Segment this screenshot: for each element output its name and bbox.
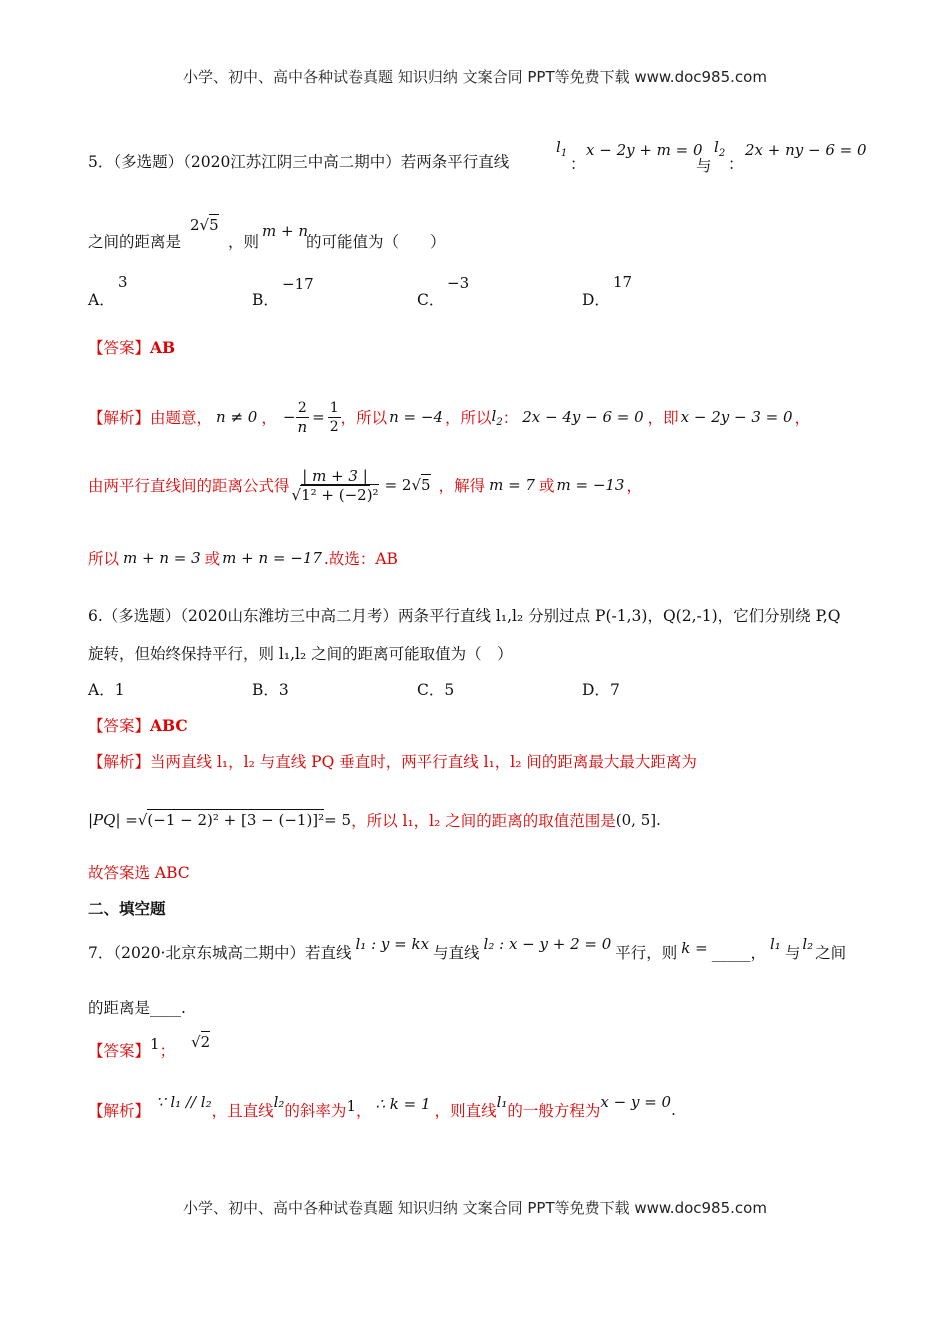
q7-answer1: 1 (150, 1035, 160, 1053)
q7-between: 之间 (815, 944, 847, 962)
q7-a-t3: ， (355, 1102, 372, 1120)
q5-a1-text1: 由题意， (150, 409, 213, 427)
q6-analysis-line2 (88, 800, 661, 840)
q7-a-equation: x − y = 0 (600, 1093, 672, 1111)
q7-stem-line2: 的距离是____. (88, 999, 186, 1017)
q5-l2 (714, 138, 725, 159)
q7-a-l1: l₁ (496, 1093, 508, 1111)
page-header: 小学、初中、高中各种试卷真题 知识归纳 文案合同 PPT等免费下载 www.doc985.com (183, 68, 767, 86)
q6-option-c-label: C． (417, 681, 445, 699)
q5-a1-eq-simplified: x − 2y − 3 = 0 (680, 408, 793, 426)
q5-a1-text4: ，即 (647, 409, 679, 427)
q5-a1-l2-name: l (491, 406, 497, 425)
q5-a3-text2: .故选：AB (323, 550, 398, 568)
q6-analysis-line1 (88, 750, 697, 772)
q5-a1-f1-den: n (297, 417, 308, 436)
q5-option-d-value: 17 (613, 273, 633, 291)
q5-a2-distance-fraction (290, 467, 381, 504)
q6-a1-text: 当两直线 l₁，l₂ 与直线 PQ 垂直时，两平行直线 l₁，l₂ 间的距离最大最大距离为 (150, 753, 697, 771)
q5-stem (88, 150, 509, 172)
q7-answer (88, 1030, 210, 1070)
q5-a2-den: √1² + (−2)² (291, 485, 379, 504)
q5-a1-l2 (492, 407, 503, 428)
q5-l2-name: l (714, 138, 719, 156)
page-footer: 小学、初中、高中各种试卷真题 知识归纳 文案合同 PPT等免费下载 www.doc985.com (183, 1199, 767, 1217)
q5-a2-text1: 由两平行直线间的距离公式得 (88, 477, 290, 495)
q6-answer-value: ABC (150, 716, 188, 735)
q5-a2-or: 或 (538, 477, 555, 495)
q5-l1-equation: x − 2y + m = 0 (586, 141, 703, 159)
q5-option-a-label: A． (88, 291, 115, 309)
q5-analysis-line2 (88, 455, 642, 515)
q6-answer (88, 714, 188, 736)
q6-option-a (88, 678, 125, 700)
q6-a2-end: . (656, 811, 661, 829)
q5-option-a-value: 3 (118, 273, 128, 291)
q5-answer-value: AB (150, 338, 176, 357)
q5-colon2: ： (728, 155, 744, 173)
q5-a1-f2-den: 2 (329, 418, 339, 435)
q5-distance: 2√5 (190, 216, 219, 234)
q7-l2b: l₂ (802, 935, 814, 953)
q7-and: 与 (784, 944, 801, 962)
q5-a2-rhs: = 2√5 (384, 476, 431, 494)
q7-a-t5: 的一般方程为 (507, 1102, 601, 1120)
q6-a2-range: (0, 5] (615, 811, 657, 829)
q5-option-c-label: C． (417, 291, 445, 309)
q5-analysis-line3 (88, 540, 398, 576)
q5-a2-m2: m = −13 (556, 476, 625, 494)
q5-a1-n-value: n = −4 (389, 408, 444, 426)
q5-l2-equation: 2x + ny − 6 = 0 (745, 141, 867, 159)
q6-a2-rhs: = 5 (324, 811, 352, 829)
q5-l1 (556, 138, 567, 159)
q7-stem-line1 (88, 930, 846, 974)
q5-answer (88, 336, 175, 358)
q5-m-plus-n: m + n (262, 222, 308, 240)
q7-l1: l₁ : y = kx (355, 935, 430, 953)
q5-a1-f2-num: 1 (329, 399, 339, 416)
q5-a1-minus: − (282, 408, 296, 426)
q6-option-d-value: 7 (609, 681, 620, 699)
q5-distance-radicand: 5 (209, 216, 219, 234)
q6-analysis-line3: 故答案选 ABC (88, 864, 190, 882)
q7-a-parallel: ∵ l₁ // l₂ (156, 1093, 212, 1111)
q7-a-end: . (671, 1101, 676, 1119)
q7-parallel: 平行，则 (615, 944, 678, 962)
q7-blank1: _____， (711, 944, 766, 962)
section-title-fill-in: 二、填空题 (88, 899, 166, 918)
q5-a1-l2-sub: 2 (496, 416, 503, 428)
q5-a1-fraction2 (328, 399, 341, 436)
q5-option-c-value: −3 (447, 274, 470, 292)
q5-a1-eq-l2: 2x − 4y − 6 = 0 (522, 408, 644, 426)
q6-option-c (417, 678, 454, 700)
q7-a-t1: ，且直线 (211, 1102, 274, 1120)
q5-option-b-label: B． (252, 291, 279, 309)
q5-a3-m1: m + n = 3 (123, 549, 201, 567)
q6-a2-text: ，所以 l₁，l₂ 之间的距离的取值范围是 (351, 812, 616, 830)
q7-a-t2: 的斜率为 (284, 1102, 347, 1120)
q5-a1-text3: ，所以 (445, 409, 492, 427)
q5-option-d-label: D． (582, 291, 610, 309)
q5-and: 与 (696, 157, 712, 175)
q6-option-c-value: 5 (444, 681, 455, 699)
q6-analysis-tag: 【解析】 (88, 753, 151, 771)
q6-a2-sqrt: √(−1 − 2)² + [3 − (−1)]² (137, 811, 325, 829)
q6-option-b (252, 678, 289, 700)
q6-answer-tag: 【答案】 (88, 717, 151, 735)
q6-stem-line2: 旋转，但始终保持平行，则 l₁,l₂ 之间的距离可能取值为（ ） (88, 645, 513, 663)
q7-l2: l₂ : x − y + 2 = 0 (483, 935, 612, 953)
q7-answer-tag: 【答案】 (88, 1042, 151, 1060)
q5-a3-text1: 所以 (88, 550, 120, 568)
q6-stem-line1: 6.（多选题）（2020山东潍坊三中高二月考）两条平行直线 l₁,l₂ 分别过点 P(-1,3)，Q(2,-1)，它们分别绕 P,Q (88, 607, 841, 625)
q5-a3-or: 或 (204, 550, 221, 568)
q5-analysis-tag: 【解析】 (88, 409, 151, 427)
q5-a1-f1-num: 2 (297, 399, 307, 416)
q7-analysis-tag: 【解析】 (88, 1102, 151, 1120)
q5-line2-a: 之间的距离是 (88, 233, 182, 251)
q7-answer-sep: ； (159, 1042, 176, 1060)
q5-a2-m1: m = 7 (489, 476, 535, 494)
q5-l1-sub: 1 (560, 148, 568, 159)
q5-a3-m2: m + n = −17 (222, 549, 322, 567)
q5-a1-fraction1 (295, 399, 309, 436)
q7-a-l2: l₂ (273, 1093, 285, 1111)
q6-option-d (582, 678, 620, 700)
q5-distance-coef: 2 (190, 216, 200, 234)
q7-a-k: ∴ k = 1 (375, 1095, 431, 1113)
q5-a1-text2: ，所以 (340, 409, 388, 427)
q5-l1-name: l (556, 138, 561, 156)
q5-option-b-value: −17 (282, 275, 314, 293)
q5-a2-rhs-coef: = 2 (384, 476, 412, 494)
q5-line2-c: 的可能值为（ ） (306, 233, 446, 251)
q5-analysis-line1 (88, 397, 810, 437)
q5-a2-comma: ， (626, 477, 642, 495)
q7-a-one: 1 (346, 1097, 356, 1115)
q7-answer2-radicand: 2 (200, 1033, 211, 1051)
q5-a1-comma2: ， (794, 409, 811, 427)
q5-a2-rhs-radicand: 5 (421, 476, 431, 494)
q7-answer2: √2 (191, 1033, 211, 1051)
q5-a2-den-radicand: 1² + (−2)² (301, 485, 379, 504)
q6-option-d-label: D． (582, 681, 610, 699)
q5-answer-tag: 【答案】 (88, 339, 151, 357)
q7-analysis (88, 1090, 676, 1130)
q6-option-a-value: 1 (114, 681, 125, 699)
q5-line2-b: ，则 (228, 233, 260, 251)
q5-a1-n-not-zero: n ≠ 0 (216, 408, 258, 426)
q7-k: k = (681, 939, 708, 957)
q5-l2-sub: 2 (718, 148, 726, 159)
q5-a2-num: | m + 3 | (302, 466, 368, 485)
q6-option-b-value: 3 (278, 681, 289, 699)
q5-a2-text2: ，解得 (438, 477, 486, 495)
q5-stem-text: 5．（多选题）（2020江苏江阴三中高二期中）若两条平行直线 (88, 153, 510, 171)
q5-a1-comma1: ， (261, 409, 277, 427)
q6-a2-radicand: (−1 − 2)² + [3 − (−1)]² (147, 811, 325, 829)
q7-a-t4: ，则直线 (434, 1102, 497, 1120)
q7-l1b: l₁ (770, 935, 781, 953)
q6-option-a-label: A． (88, 681, 115, 699)
q6-a2-lhs: |PQ| = (88, 811, 138, 829)
q5-a1-equals: = (312, 408, 325, 426)
q7-stem1: 7．（2020·北京东城高二期中）若直线 (88, 944, 352, 962)
q5-a1-colon: ： (502, 409, 519, 427)
q6-option-b-label: B． (252, 681, 279, 699)
q7-with: 与直线 (433, 944, 480, 962)
q5-colon1: ： (570, 155, 586, 173)
